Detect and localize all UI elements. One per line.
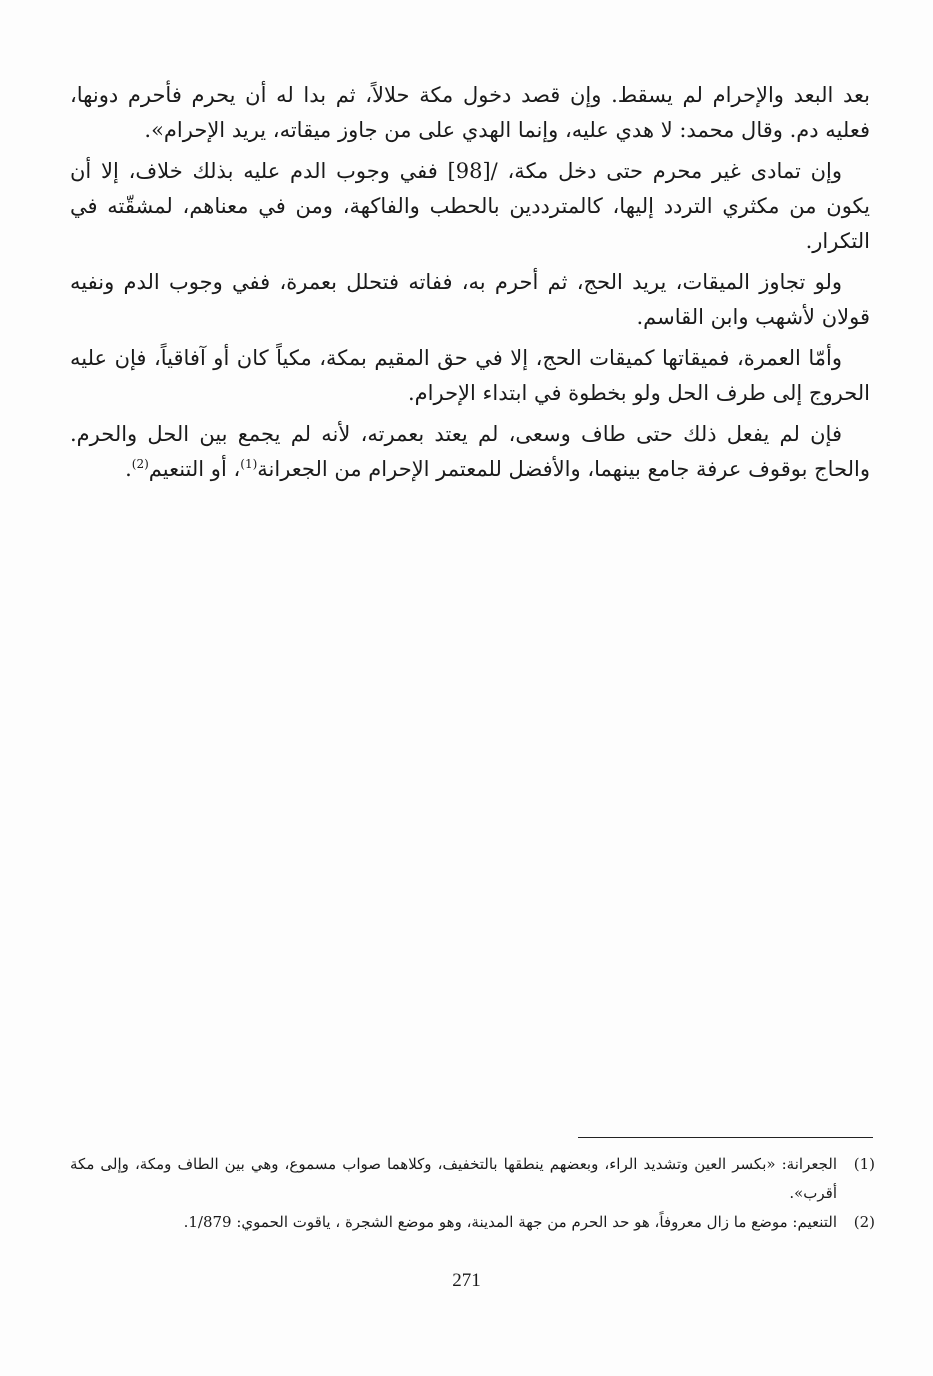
paragraph-5-text: فإن لم يفعل ذلك حتى طاف وسعى، لم يعتد بعمرته، لأنه لم يجمع بين الحل والحرم. والحاج بوقوف عرفة جامع بينهما، والأفضل للمعتمر الإحرام من الجعرانة [70, 422, 870, 481]
main-text [70, 78, 870, 493]
paragraph-5-text-middle: ، أو التنعيم [148, 457, 241, 481]
footnote-number: (1) [853, 1155, 875, 1173]
paragraph-5-text-end: . [125, 457, 132, 481]
footnote-ref-2[interactable]: (2) [131, 457, 149, 471]
paragraph-5 [70, 417, 870, 487]
footnote-divider [578, 1137, 873, 1138]
footnotes [70, 1150, 875, 1237]
footnote-2 [70, 1208, 875, 1237]
footnote-text: التنعيم: موضع ما زال معروفاً، هو حد الحرم من جهة المدينة، وهو موضع الشجرة ، ياقوت الحموي: 1/879. [183, 1213, 837, 1231]
footnote-1 [70, 1150, 875, 1208]
footnote-number: (2) [853, 1213, 875, 1231]
footnote-ref-1[interactable]: (1) [240, 457, 258, 471]
paragraph-2: وإن تمادى غير محرم حتى دخل مكة، /[98] ففي وجوب الدم عليه بذلك خلاف، إلا أن يكون من مكثري التردد إليها، كالمترددين بالحطب والفاكهة، ومن في معناهم، لمشقّته في التكرار. [70, 159, 870, 253]
footnote-text: الجعرانة: «بكسر العين وتشديد الراء، وبعضهم ينطقها بالتخفيف، وكلاهما صواب مسموع، وهي بين الطاف ومكة، وإلى مكة أقرب». [70, 1155, 837, 1202]
paragraph-1: بعد البعد والإحرام لم يسقط. وإن قصد دخول مكة حلالاً، ثم بدا له أن يحرم فأحرم دونها، فعليه دم. وقال محمد: لا هدي عليه، وإنما الهدي على من جاوز ميقاته، يريد الإحرام». [70, 83, 870, 142]
paragraph-4: وأمّا العمرة، فميقاتها كميقات الحج، إلا في حق المقيم بمكة، مكياً كان أو آفاقياً، فإن عليه الحروج إلى طرف الحل ولو بخطوة في ابتداء الإحرام. [70, 346, 870, 405]
paragraph-3: ولو تجاوز الميقات، يريد الحج، ثم أحرم به، ففاته فتحلل بعمرة، ففي وجوب الدم ونفيه قولان لأشهب وابن القاسم. [70, 270, 870, 329]
page-number: 271 [452, 1270, 481, 1291]
